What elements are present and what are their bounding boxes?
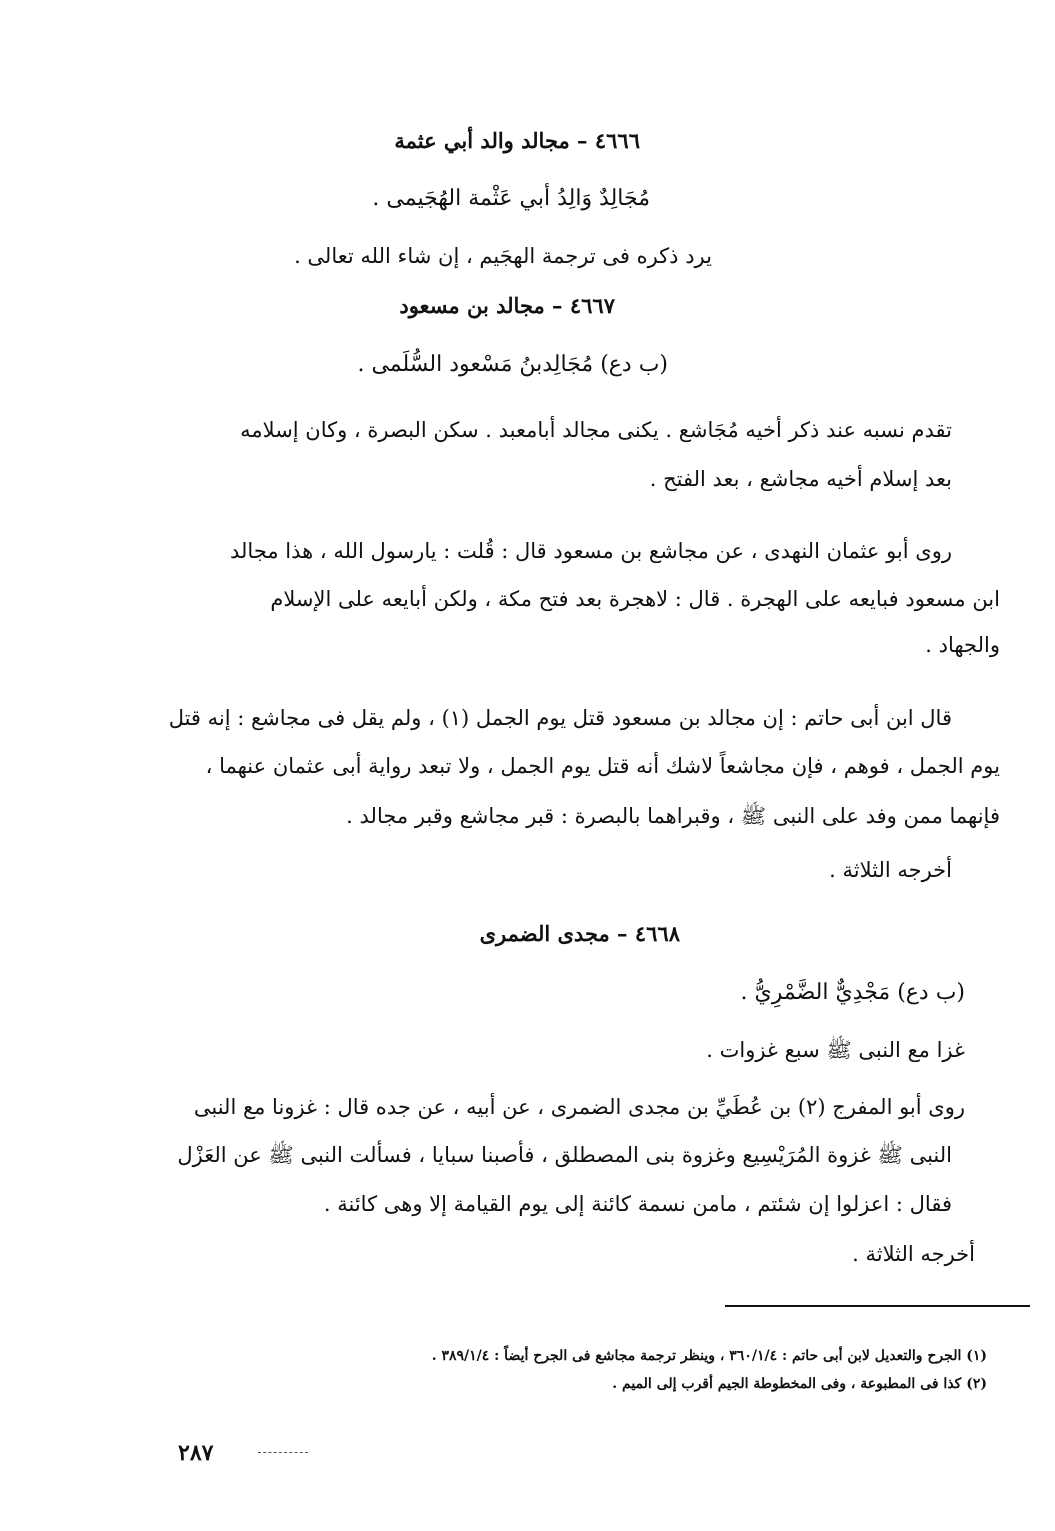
body-text-line: والجهاد . [925, 633, 1000, 657]
body-text-line: فقال : اعزلوا إن شئتم ، مامن نسمة كائنة إلى يوم القيامة إلا وهى كائنة . [323, 1192, 952, 1216]
body-text-line: فإنهما ممن وفد على النبى ﷺ ، وقبراهما بالبصرة : قبر مجاشع وقبر مجالد . [346, 804, 1000, 828]
entry-heading-4668: ٤٦٦٨ – مجدى الضمرى [479, 921, 680, 946]
body-text-line: النبى ﷺ غزوة المُرَيْسِيع وغزوة بنى المصطلق ، فأصبنا سبايا ، فسألت النبى ﷺ عن العَزْل [177, 1143, 952, 1167]
body-text-line: يوم الجمل ، فوهم ، فإن مجاشعاً لاشك أنه قتل يوم الجمل ، ولا تبعد رواية أبى عثمان عنهما ، [205, 754, 1000, 778]
body-text-line: قال ابن أبى حاتم : إن مجالد بن مسعود قتل يوم الجمل (١) ، ولم يقل فى مجاشع : إنه قتل [168, 706, 952, 730]
entry-heading-4666: ٤٦٦٦ – مجالد والد أبي عثمة [394, 128, 640, 153]
footnote-divider [725, 1305, 1030, 1307]
entry-name-line: (ب دع) مَجْدِيٌّ الضَّمْرِيُّ . [740, 980, 965, 1005]
body-text-line: ابن مسعود فبايعه على الهجرة . قال : لاهجرة بعد فتح مكة ، ولكن أبايعه على الإسلام [270, 587, 1000, 611]
footnote-2: (٢) كذا فى المطبوعة ، وفى المخطوطة الجيم أقرب إلى الميم . [612, 1376, 987, 1392]
entry-name-line: (ب دع) مُجَالِدبنُ مَسْعود السُّلَمى . [357, 352, 668, 377]
body-text-line: تقدم نسبه عند ذكر أخيه مُجَاشع . يكنى مجالد أبامعبد . سكن البصرة ، وكان إسلامه [240, 418, 952, 442]
footnote-1: (١) الجرح والتعديل لابن أبى حاتم : ٣٦٠/١/٤ ، وينظر ترجمة مجاشع فى الجرح أيضاً : ٣٨٩/١/٤ . [431, 1348, 987, 1364]
body-text-line: بعد إسلام أخيه مجاشع ، بعد الفتح . [649, 467, 952, 491]
page-number: ٢٨٧ [178, 1440, 214, 1466]
page-number-dashes [258, 1452, 308, 1453]
body-text-line: أخرجه الثلاثة . [829, 858, 952, 882]
entry-heading-4667: ٤٦٦٧ – مجالد بن مسعود [399, 293, 615, 318]
body-text-line: يرد ذكره فى ترجمة الهجَيم ، إن شاء الله تعالى . [294, 244, 712, 268]
body-text-line: روى أبو المفرج (٢) بن عُطَيِّ بن مجدى الضمرى ، عن أبيه ، عن جده قال : غزونا مع النبى [193, 1095, 965, 1119]
entry-name-line: مُجَالِدٌ وَالِدُ أبي عَثْمة الهُجَيمى . [372, 186, 650, 211]
body-text-line: أخرجه الثلاثة . [852, 1242, 975, 1266]
body-text-line: روى أبو عثمان النهدى ، عن مجاشع بن مسعود قال : قُلت : يارسول الله ، هذا مجالد [230, 539, 952, 563]
body-text-line: غزا مع النبى ﷺ سبع غزوات . [706, 1038, 965, 1062]
